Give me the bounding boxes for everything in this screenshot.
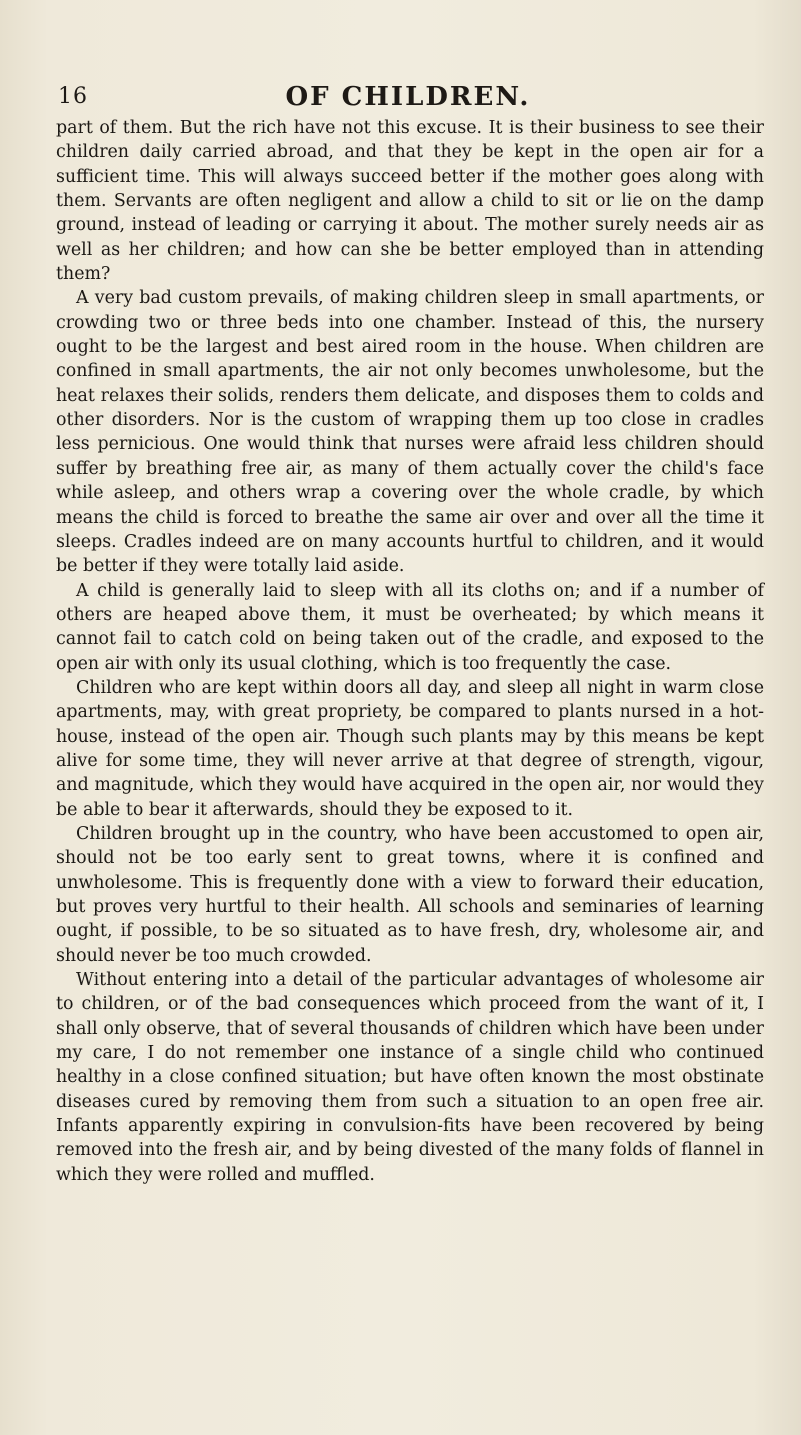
paragraph-5: Children brought up in the country, who have been accustomed to open air, should not be too early sent to great towns, where it is confined and unwholesome. This is frequently done with a view to forward their education, but proves very hurtful to their health. All schools and seminaries of learning ought, if possible, to be so situated as to have fresh, dry, wholesome air, and should never be too much crowded. (56, 823, 764, 966)
paragraph-4: Children who are kept within doors all day, and sleep all night in warm close apartments, may, with great propriety, be compared to plants nursed in a hot-house, instead of the open air. Though such plants may by this means be kept alive for some time, they will never arrive at that degree of strength, vigour, and magnitude, which they would have acquired in the open air, nor would they be able to bear it afterwards, should they be exposed to it. (56, 677, 764, 820)
page-header (58, 78, 758, 118)
paragraph-1: part of them. But the rich have not this excuse. It is their business to see their children daily carried abroad, and that they be kept in the open air for a sufficient time. This will always succeed better if the mother goes along with them. Servants are often negligent and allow a child to sit or lie on the damp ground, instead of leading or carrying it about. The mother surely needs air as well as her children; and how can she be better employed than in attending them? (56, 118, 764, 285)
body-text (56, 116, 764, 1187)
paragraph-3: A child is generally laid to sleep with all its cloths on; and if a number of others are heaped above them, it must be overheated; by which means it cannot fail to catch cold on being taken out of the cradle, and exposed to the open air with only its usual clothing, which is too frequently the case. (56, 580, 764, 674)
paragraph-6: Without entering into a detail of the particular advantages of wholesome air to children, or of the bad consequences which proceed from the want of it, I shall only observe, that of several thousands of children which have been under my care, I do not remember one instance of a single child who continued healthy in a close confined situation; but have often known the most obstinate diseases cured by removing them from such a situation to an open free air. Infants apparently expiring in convulsion-fits have been recovered by being removed into the fresh air, and by being divested of the many folds of flannel in which they were rolled and muffled. (56, 970, 764, 1185)
paragraph-2: A very bad custom prevails, of making children sleep in small apartments, or crowding two or three beds into one chamber. Instead of this, the nursery ought to be the largest and best aired room in the house. When children are confined in small apartments, the air not only becomes unwholesome, but the heat relaxes their solids, renders them delicate, and disposes them to colds and other disorders. Nor is the custom of wrapping them up too close in cradles less pernicious. One would think that nurses were afraid less children should suffer by breathing free air, as many of them actually cover the child's face while asleep, and others wrap a covering over the whole cradle, by which means the child is forced to breathe the same air over and over all the time it sleeps. Cradles indeed are on many accounts hurtful to children, and it would be better if they were totally laid aside. (56, 288, 764, 577)
page-number: 16 (58, 84, 88, 109)
running-head: OF CHILDREN. (285, 82, 531, 112)
